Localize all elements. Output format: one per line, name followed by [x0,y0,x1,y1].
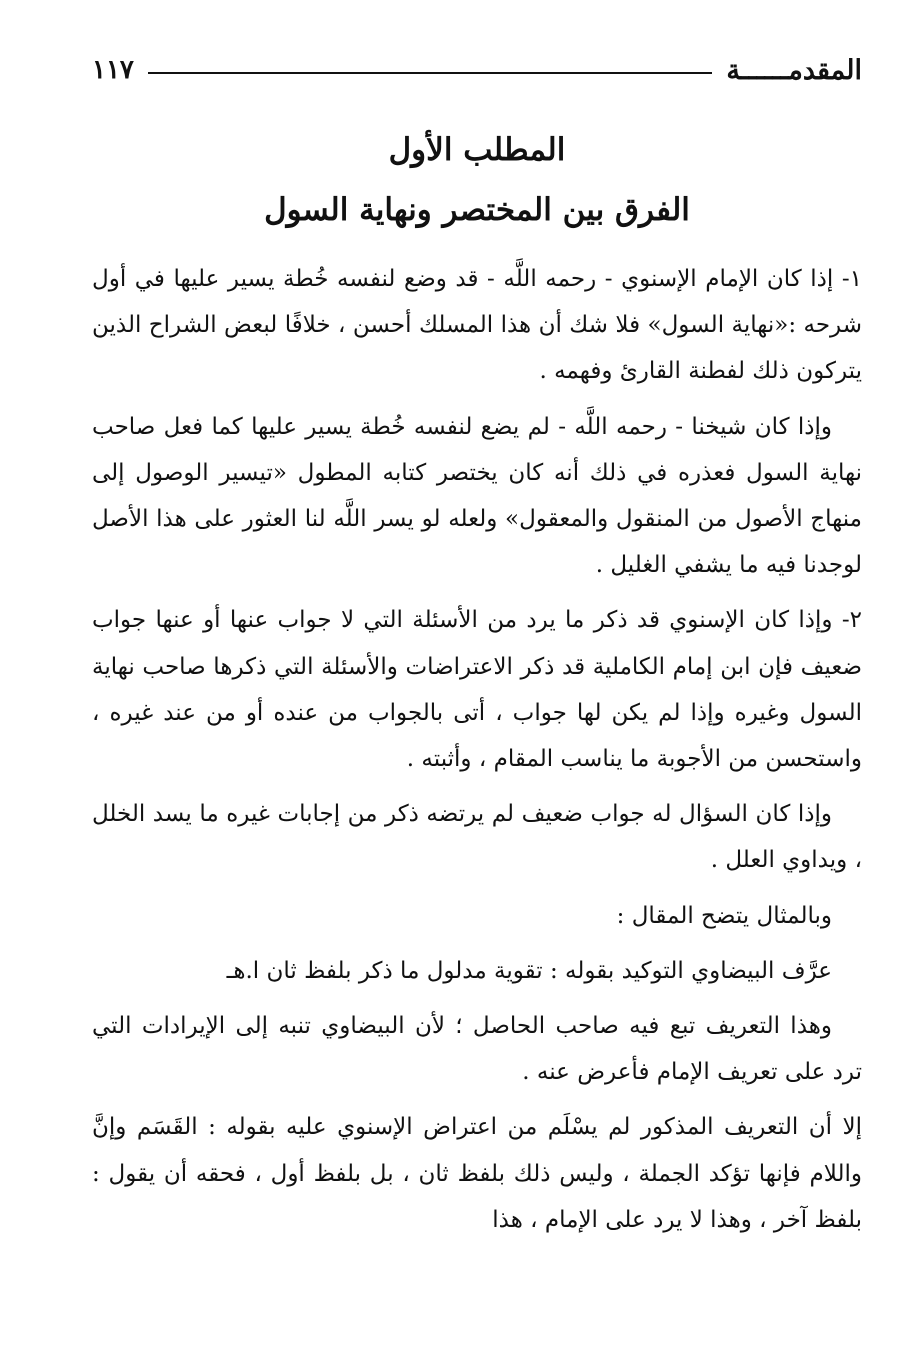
paragraph-3: ٢- وإذا كان الإسنوي قد ذكر ما يرد من الأسئلة التي لا جواب عنها أو عنها جواب ضعيف فإن ابن إمام الكاملية قد ذكر الاعتراضات والأسئلة التي ذكرها صاحب نهاية السول وغيره وإذا لم يكن لها جواب ، أتى بالجواب من عنده أو من عند غيره ، واستحسن من الأجوبة ما يناسب المقام ، وأثبته . [92,607,862,773]
paragraph-5: وبالمثال يتضح المقال : [616,902,832,929]
header-rule [148,72,713,74]
paragraph-8: إلا أن التعريف المذكور لم يسْلَم من اعتراض الإسنوي عليه بقوله : القَسَم وإنَّ واللام فإنها تؤكد الجملة ، وليس ذلك بلفظ ثان ، بل بلفظ أول ، فحقه أن يقول : بلفظ آخر ، وهذا لا يرد على الإمام ، هذا [92,1114,862,1233]
running-header [92,50,862,90]
paragraph-1: ١- إذا كان الإمام الإسنوي - رحمه اللَّه - قد وضع لنفسه خُطة يسير عليها في أول شرحه :«نهاية السول» فلا شك أن هذا المسلك أحسن ، خلافًا لبعض الشراح الذين يتركون ذلك لفطنة القارئ وفهمه . [92,266,862,385]
paragraph-6: عرَّف البيضاوي التوكيد بقوله : تقوية مدلول ما ذكر بلفظ ثان ا.هـ [226,957,832,984]
paragraph-7: وهذا التعريف تبع فيه صاحب الحاصل ؛ لأن البيضاوي تنبه إلى الإيرادات التي ترد على تعريف الإمام فأعرض عنه . [92,1013,862,1086]
section-subtitle: الفرق بين المختصر ونهاية السول [264,192,690,228]
running-title: المقدمــــــة [726,54,862,86]
paragraph-2: وإذا كان شيخنا - رحمه اللَّه - لم يضع لنفسه خُطة يسير عليها كما فعل صاحب نهاية السول فعذره في ذلك أنه كان يختصر كتابه المطول «تيسير الوصول إلى منهاج الأصول من المنقول والمعقول» ولعله لو يسر اللَّه لنا العثور على هذا الأصل لوجدنا فيه ما يشفي الغليل . [92,413,862,579]
paragraph-4: وإذا كان السؤال له جواب ضعيف لم يرتضه ذكر من إجابات غيره ما يسد الخلل ، ويداوي العلل . [92,801,862,874]
page-number: ١١٧ [92,55,134,85]
section-heading: المطلب الأول [388,132,566,168]
body-text [92,256,862,1252]
